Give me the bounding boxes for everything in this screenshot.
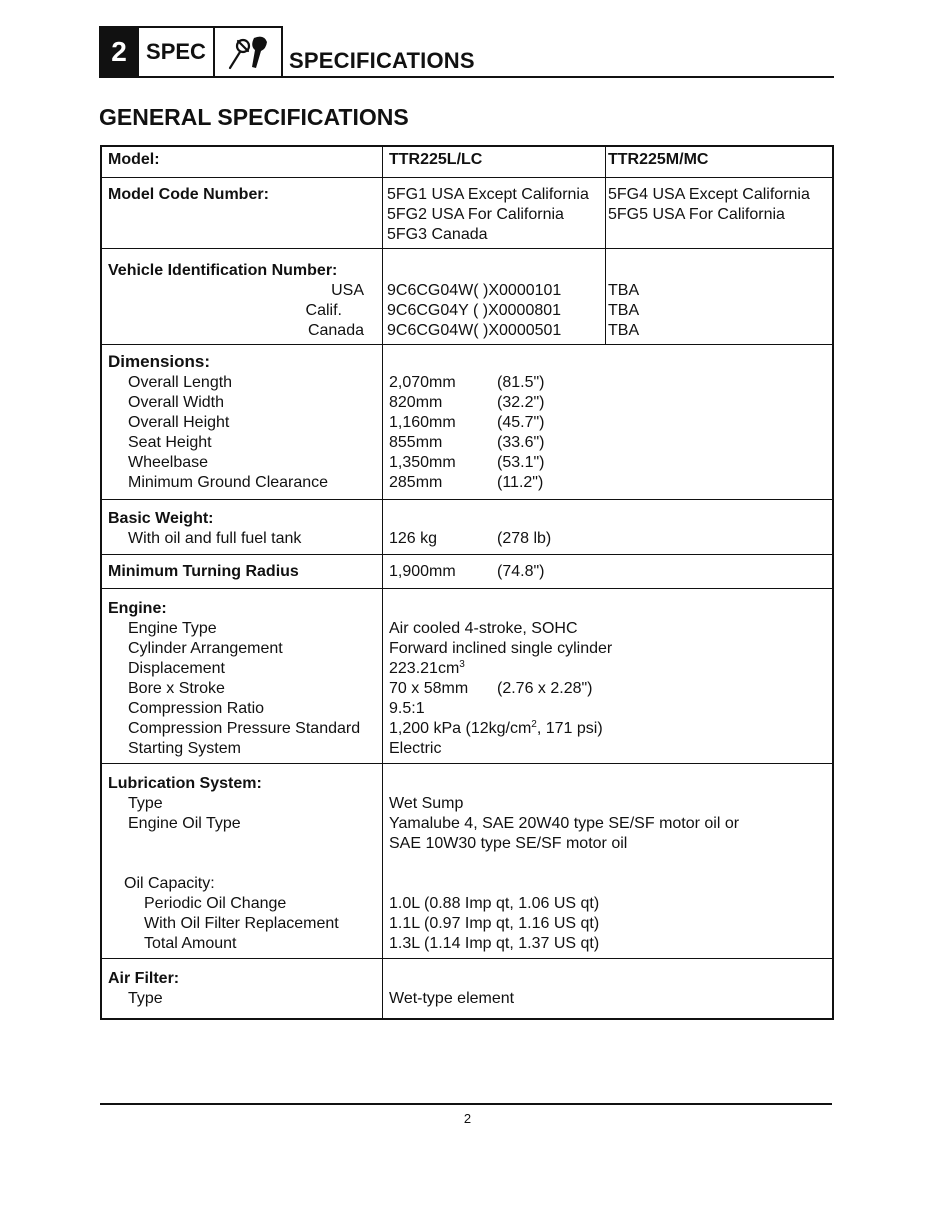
engine-value-5: 9.5:1 xyxy=(389,700,425,717)
weight-item: With oil and full fuel tank xyxy=(128,530,302,547)
wrench-screwdriver-icon xyxy=(215,26,283,78)
model-code-label: Model Code Number: xyxy=(108,186,269,203)
vin-a-1: 9C6CG04W( )X0000101 xyxy=(387,282,562,299)
model-code-a-1: 5FG1 USA Except California xyxy=(387,186,589,203)
section-title: SPECIFICATIONS xyxy=(289,48,475,73)
engine-name-7: Starting System xyxy=(128,740,241,757)
header-rule xyxy=(282,76,834,78)
engine-value-7: Electric xyxy=(389,740,442,757)
chapter-number-badge: 2 xyxy=(99,26,139,78)
model-code-a-3: 5FG3 Canada xyxy=(387,226,488,243)
air-filter-type-value: Wet-type element xyxy=(389,990,515,1007)
lube-oil-value-2: SAE 10W30 type SE/SF motor oil xyxy=(389,835,628,852)
page-number: 2 xyxy=(463,1111,472,1126)
dim-imperial-1: (81.5") xyxy=(497,374,545,391)
air-filter-type-name: Type xyxy=(128,990,163,1007)
dim-metric-2: 820mm xyxy=(389,394,443,411)
dim-name-5: Wheelbase xyxy=(128,454,209,471)
turning-metric: 1,900mm xyxy=(389,563,456,580)
table-row-model-code xyxy=(102,177,832,248)
vin-region-usa: USA xyxy=(331,282,364,299)
engine-value-3: $223.21cm^3$ xyxy=(389,659,465,677)
capacity-name-1: Periodic Oil Change xyxy=(144,895,287,912)
engine-name-5: Compression Ratio xyxy=(128,700,265,717)
spec-table xyxy=(100,145,834,1020)
table-row-engine xyxy=(102,588,832,763)
vin-b-3: TBA xyxy=(608,322,640,339)
engine-name-6: Compression Pressure Standard xyxy=(128,720,361,737)
lube-oil-name: Engine Oil Type xyxy=(128,815,241,832)
dim-imperial-3: (45.7") xyxy=(497,414,545,431)
dim-metric-5: 1,350mm xyxy=(389,454,456,471)
lubrication-label: Lubrication System: xyxy=(108,775,262,792)
vin-b-1: TBA xyxy=(608,282,640,299)
vin-a-2: 9C6CG04Y ( )X0000801 xyxy=(387,302,562,319)
engine-value-4-imperial: (2.76 x 2.28") xyxy=(497,680,593,697)
vin-region-canada: Canada xyxy=(307,322,364,339)
weight-label: Basic Weight: xyxy=(108,510,214,527)
table-row-air-filter xyxy=(102,958,832,1018)
table-row-vin xyxy=(102,248,832,344)
table-row-dimensions xyxy=(102,344,832,499)
dim-name-4: Seat Height xyxy=(128,434,212,451)
dim-imperial-4: (33.6") xyxy=(497,434,545,451)
dim-imperial-5: (53.1") xyxy=(497,454,545,471)
turning-label: Minimum Turning Radius xyxy=(108,563,299,580)
engine-value-2: Forward inclined single cylinder xyxy=(389,640,613,657)
oil-capacity-label: Oil Capacity: xyxy=(124,875,215,892)
engine-name-3: Displacement xyxy=(128,660,225,677)
lube-oil-value-1: Yamalube 4, SAE 20W40 type SE/SF motor oil or xyxy=(389,815,740,832)
air-filter-label: Air Filter: xyxy=(108,970,180,987)
dim-imperial-6: (11.2") xyxy=(497,474,544,491)
model-col-a: TTR225L/LC xyxy=(389,151,483,168)
dim-metric-4: 855mm xyxy=(389,434,443,451)
capacity-value-1: 1.0L (0.88 Imp qt, 1.06 US qt) xyxy=(389,895,600,912)
dim-metric-6: 285mm xyxy=(389,474,443,491)
lube-type-name: Type xyxy=(128,795,163,812)
dim-name-6: Minimum Ground Clearance xyxy=(128,474,329,491)
engine-label: Engine: xyxy=(108,600,167,617)
table-row-weight xyxy=(102,499,832,554)
engine-name-1: Engine Type xyxy=(128,620,217,637)
engine-name-2: Cylinder Arrangement xyxy=(128,640,283,657)
table-row-turning-radius xyxy=(102,554,832,588)
dim-name-2: Overall Width xyxy=(128,394,225,411)
chapter-abbrev: SPEC xyxy=(139,26,215,78)
engine-name-4: Bore x Stroke xyxy=(128,680,225,697)
page-title: GENERAL SPECIFICATIONS xyxy=(99,104,409,130)
capacity-value-2: 1.1L (0.97 Imp qt, 1.16 US qt) xyxy=(389,915,600,932)
vin-b-2: TBA xyxy=(608,302,640,319)
vin-region-calif: Calif. xyxy=(305,302,342,319)
model-code-b-2: 5FG5 USA For California xyxy=(608,206,785,223)
vin-label: Vehicle Identification Number: xyxy=(108,262,338,279)
capacity-name-3: Total Amount xyxy=(144,935,237,952)
model-label: Model: xyxy=(108,151,160,168)
weight-metric: 126 kg xyxy=(389,530,438,547)
footer-rule xyxy=(100,1103,832,1105)
model-code-b-1: 5FG4 USA Except California xyxy=(608,186,810,203)
engine-value-4: 70 x 58mm xyxy=(389,680,469,697)
model-col-b: TTR225M/MC xyxy=(608,151,709,168)
weight-imperial: (278 lb) xyxy=(497,530,552,547)
model-code-a-2: 5FG2 USA For California xyxy=(387,206,564,223)
table-row-lubrication xyxy=(102,763,832,958)
vin-a-3: 9C6CG04W( )X0000501 xyxy=(387,322,562,339)
capacity-name-2: With Oil Filter Replacement xyxy=(144,915,339,932)
dim-metric-1: 2,070mm xyxy=(389,374,456,391)
dim-name-1: Overall Length xyxy=(128,374,233,391)
capacity-value-3: 1.3L (1.14 Imp qt, 1.37 US qt) xyxy=(389,935,600,952)
lube-type-value: Wet Sump xyxy=(389,795,464,812)
table-row-model xyxy=(102,147,832,177)
dim-metric-3: 1,160mm xyxy=(389,414,456,431)
dimensions-label: Dimensions: xyxy=(108,352,211,371)
dim-imperial-2: (32.2") xyxy=(497,394,545,411)
engine-value-1: Air cooled 4-stroke, SOHC xyxy=(389,620,578,637)
engine-value-6: 1,200 kPa ($12kg/cm^2$, 171 psi) xyxy=(389,719,603,737)
turning-imperial: (74.8") xyxy=(497,563,545,580)
dim-name-3: Overall Height xyxy=(128,414,230,431)
